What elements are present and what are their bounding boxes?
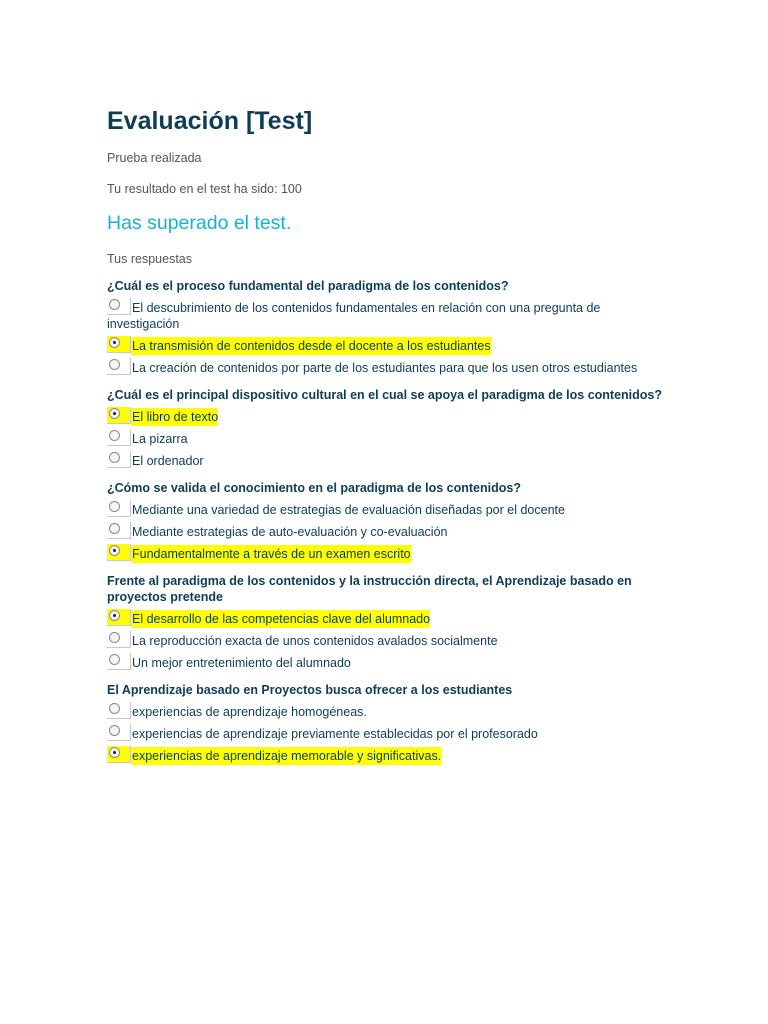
answer-option-label: El descubrimiento de los contenidos fundamentales en relación con una pregunta de investigación <box>107 301 601 331</box>
answer-option <box>107 336 667 354</box>
question-text: El Aprendizaje basado en Proyectos busca ofrecer a los estudiantes <box>107 683 513 697</box>
radio-button-frame <box>107 724 131 741</box>
question-text: Frente al paradigma de los contenidos y la instrucción directa, el Aprendizaje basado en proyectos pretende <box>107 574 632 604</box>
radio-button-frame <box>107 451 131 468</box>
question-block <box>107 278 667 376</box>
radio-button-frame <box>107 336 131 353</box>
answer-option-label: Mediante una variedad de estrategias de evaluación diseñadas por el docente <box>132 503 565 517</box>
answer-option-label: La reproducción exacta de unos contenidos avalados socialmente <box>132 634 498 648</box>
radio-checked-icon[interactable] <box>109 408 120 419</box>
question-block <box>107 682 667 764</box>
radio-unchecked-icon[interactable] <box>109 632 120 643</box>
test-status: Prueba realizada <box>107 151 202 165</box>
radio-unchecked-icon[interactable] <box>109 501 120 512</box>
radio-button-frame <box>107 298 131 315</box>
radio-unchecked-icon[interactable] <box>109 430 120 441</box>
answer-option-label: La pizarra <box>132 432 188 446</box>
radio-button-frame <box>107 544 131 561</box>
answer-option-label: Fundamentalmente a través de un examen escrito <box>132 547 411 561</box>
radio-unchecked-icon[interactable] <box>109 359 120 370</box>
test-results-page <box>107 105 667 764</box>
radio-checked-icon[interactable] <box>109 545 120 556</box>
question-block <box>107 573 667 671</box>
answer-option <box>107 631 667 649</box>
answer-option <box>107 500 667 518</box>
radio-checked-icon[interactable] <box>109 747 120 758</box>
radio-checked-icon[interactable] <box>109 337 120 348</box>
questions-list <box>107 278 667 764</box>
radio-button-frame <box>107 358 131 375</box>
answer-option-label: La transmisión de contenidos desde el docente a los estudiantes <box>132 339 491 353</box>
radio-button-frame <box>107 609 131 626</box>
radio-button-frame <box>107 429 131 446</box>
answer-option-label: El libro de texto <box>132 410 219 424</box>
answer-option-label: El desarrollo de las competencias clave del alumnado <box>132 612 431 626</box>
answer-option <box>107 544 667 562</box>
page-title: Evaluación [Test] <box>107 107 313 135</box>
question-block <box>107 387 667 469</box>
answer-option-label: El ordenador <box>132 454 204 468</box>
answer-option <box>107 724 667 742</box>
radio-unchecked-icon[interactable] <box>109 299 120 310</box>
answer-option <box>107 653 667 671</box>
radio-button-frame <box>107 746 131 763</box>
answer-option <box>107 451 667 469</box>
radio-unchecked-icon[interactable] <box>109 654 120 665</box>
answer-option <box>107 407 667 425</box>
answer-option-label: experiencias de aprendizaje previamente establecidas por el profesorado <box>132 727 538 741</box>
question-text: ¿Cómo se valida el conocimiento en el paradigma de los contenidos? <box>107 481 521 495</box>
radio-button-frame <box>107 702 131 719</box>
question-text: ¿Cuál es el principal dispositivo cultural en el cual se apoya el paradigma de los contenidos? <box>107 388 663 402</box>
answers-heading: Tus respuestas <box>107 252 192 266</box>
radio-unchecked-icon[interactable] <box>109 703 120 714</box>
question-text: ¿Cuál es el proceso fundamental del paradigma de los contenidos? <box>107 279 509 293</box>
test-result-message: Has superado el test. <box>107 212 292 234</box>
answer-option-label: La creación de contenidos por parte de los estudiantes para que los usen otros estudiantes <box>132 361 638 375</box>
answer-option <box>107 429 667 447</box>
radio-button-frame <box>107 500 131 517</box>
answer-option-label: experiencias de aprendizaje homogéneas. <box>132 705 367 719</box>
answer-option <box>107 702 667 720</box>
test-score: Tu resultado en el test ha sido: 100 <box>107 182 302 196</box>
answer-option-label: Un mejor entretenimiento del alumnado <box>132 656 351 670</box>
answer-option <box>107 358 667 376</box>
radio-unchecked-icon[interactable] <box>109 523 120 534</box>
answer-option-label: Mediante estrategias de auto-evaluación y co-evaluación <box>132 525 448 539</box>
radio-button-frame <box>107 407 131 424</box>
radio-button-frame <box>107 522 131 539</box>
radio-checked-icon[interactable] <box>109 610 120 621</box>
answer-option-label: experiencias de aprendizaje memorable y significativas. <box>132 749 442 763</box>
answer-option <box>107 609 667 627</box>
radio-button-frame <box>107 653 131 670</box>
radio-button-frame <box>107 631 131 648</box>
answer-option <box>107 746 667 764</box>
radio-unchecked-icon[interactable] <box>109 725 120 736</box>
answer-option <box>107 522 667 540</box>
answer-option <box>107 298 667 332</box>
question-block <box>107 480 667 562</box>
radio-unchecked-icon[interactable] <box>109 452 120 463</box>
